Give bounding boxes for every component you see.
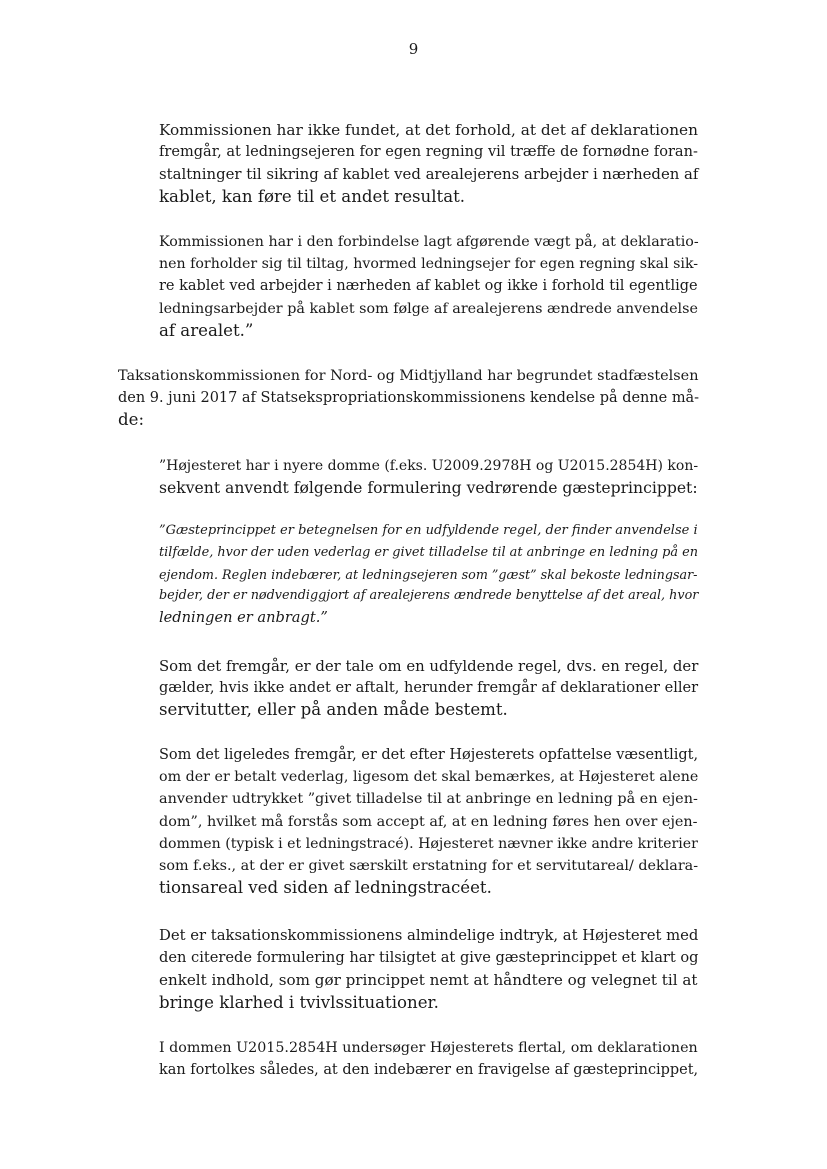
text-line: bringe klarhed i tvivlssituationer. (159, 992, 439, 1012)
text-line: gælder, hvis ikke andet er aftalt, herunder fremgår af deklarationer eller (159, 679, 699, 697)
text-line: anvender udtrykket ”givet tilladelse til at anbringe en ledning på en ejen- (159, 791, 698, 808)
text-line: af arealet.” (159, 320, 254, 340)
text-line: de: (118, 410, 145, 430)
quote-paragraph-1 (159, 119, 701, 208)
text-line: ejendom. Reglen indebærer, at ledningsejeren som ”gæst” skal bekoste ledningsar- (159, 566, 698, 582)
text-line: ”Gæsteprincippet er betegnelsen for en udfyldende regel, der finder anvendelse i (159, 523, 698, 538)
text-line: ledningsarbejder på kablet som følge af arealejerens ændrede anvendelse (159, 300, 698, 317)
text-line: som f.eks., at der er givet særskilt erstatning for et servitutareal/ deklara- (159, 858, 699, 875)
text-line: servitutter, eller på anden måde bestemt. (159, 700, 508, 720)
text-line: ledningen er anbragt.” (159, 609, 328, 627)
italic-quote-paragraph (159, 520, 701, 629)
text-line: nen forholder sig til tiltag, hvormed ledningsejer for egen regning skal sik- (159, 256, 699, 273)
text-line: den 9. juni 2017 af Statsekspropriationskommissionens kendelse på denne må- (118, 390, 700, 407)
text-line: kan fortolkes således, at den indebærer en fravigelse af gæsteprincippet, (159, 1062, 699, 1079)
page-number: 9 (408, 40, 419, 58)
text-line: staltninger til sikring af kablet ved arealejerens arbejder i nærheden af (159, 165, 699, 184)
text-line: fremgår, at ledningsejeren for egen regning vil træffe de fornødne foran- (159, 143, 698, 161)
text-line: Kommissionen har i den forbindelse lagt afgørende vægt på, at deklaratio- (159, 234, 699, 250)
text-line: Som det fremgår, er der tale om en udfyldende regel, dvs. en regel, der (159, 657, 699, 675)
text-line: re kablet ved arbejder i nærheden af kablet og ikke i forhold til egentlige (159, 278, 698, 295)
quote-paragraph-5 (159, 744, 701, 899)
text-line: dommen (typisk i et ledningstracé). Højesteret nævner ikke andre kriterier (159, 835, 698, 852)
text-line: dom”, hvilket må forstås som accept af, at en ledning føres hen over ejen- (159, 813, 698, 830)
quote-paragraph-7 (159, 1037, 701, 1081)
text-line: sekvent anvendt følgende formulering vedrørende gæsteprincippet: (159, 479, 698, 498)
quote-paragraph-6 (159, 925, 701, 1014)
text-line: bejder, der er nødvendiggjort af arealejerens ændrede benyttelse af det areal, hvor (159, 588, 699, 604)
text-line: Taksationskommissionen for Nord- og Midtjylland har begrundet stadfæstelsen (118, 368, 699, 384)
text-line: ”Højesteret har i nyere domme (f.eks. U2009.2978H og U2015.2854H) kon- (159, 458, 699, 474)
text-line: tionsareal ved siden af ledningstracéet. (159, 878, 492, 898)
quote-paragraph-4 (159, 655, 701, 722)
text-line: den citerede formulering har tilsigtet at give gæsteprincippet et klart og (159, 949, 699, 967)
quote-paragraph-3 (159, 455, 701, 499)
text-line: om der er betalt vederlag, ligesom det skal bemærkes, at Højesteret alene (159, 769, 699, 786)
text-line: kablet, kan føre til et andet resultat. (159, 186, 466, 206)
text-line: Kommissionen har ikke fundet, at det forhold, at det af deklarationen (159, 121, 698, 139)
quote-paragraph-2 (159, 231, 701, 342)
text-line: Som det ligeledes fremgår, er det efter Højesterets opfattelse væsentligt, (159, 747, 699, 763)
text-line: tilfælde, hvor der uden vederlag er givet tilladelse til at anbringe en ledning på en (159, 544, 699, 560)
text-line: enkelt indhold, som gør princippet nemt at håndtere og velegnet til at (159, 971, 698, 990)
text-line: Det er taksationskommissionens almindelige indtryk, at Højesteret med (159, 927, 699, 944)
text-line: I dommen U2015.2854H undersøger Højesterets flertal, om deklarationen (159, 1040, 698, 1056)
body-paragraph-commission (118, 365, 702, 432)
